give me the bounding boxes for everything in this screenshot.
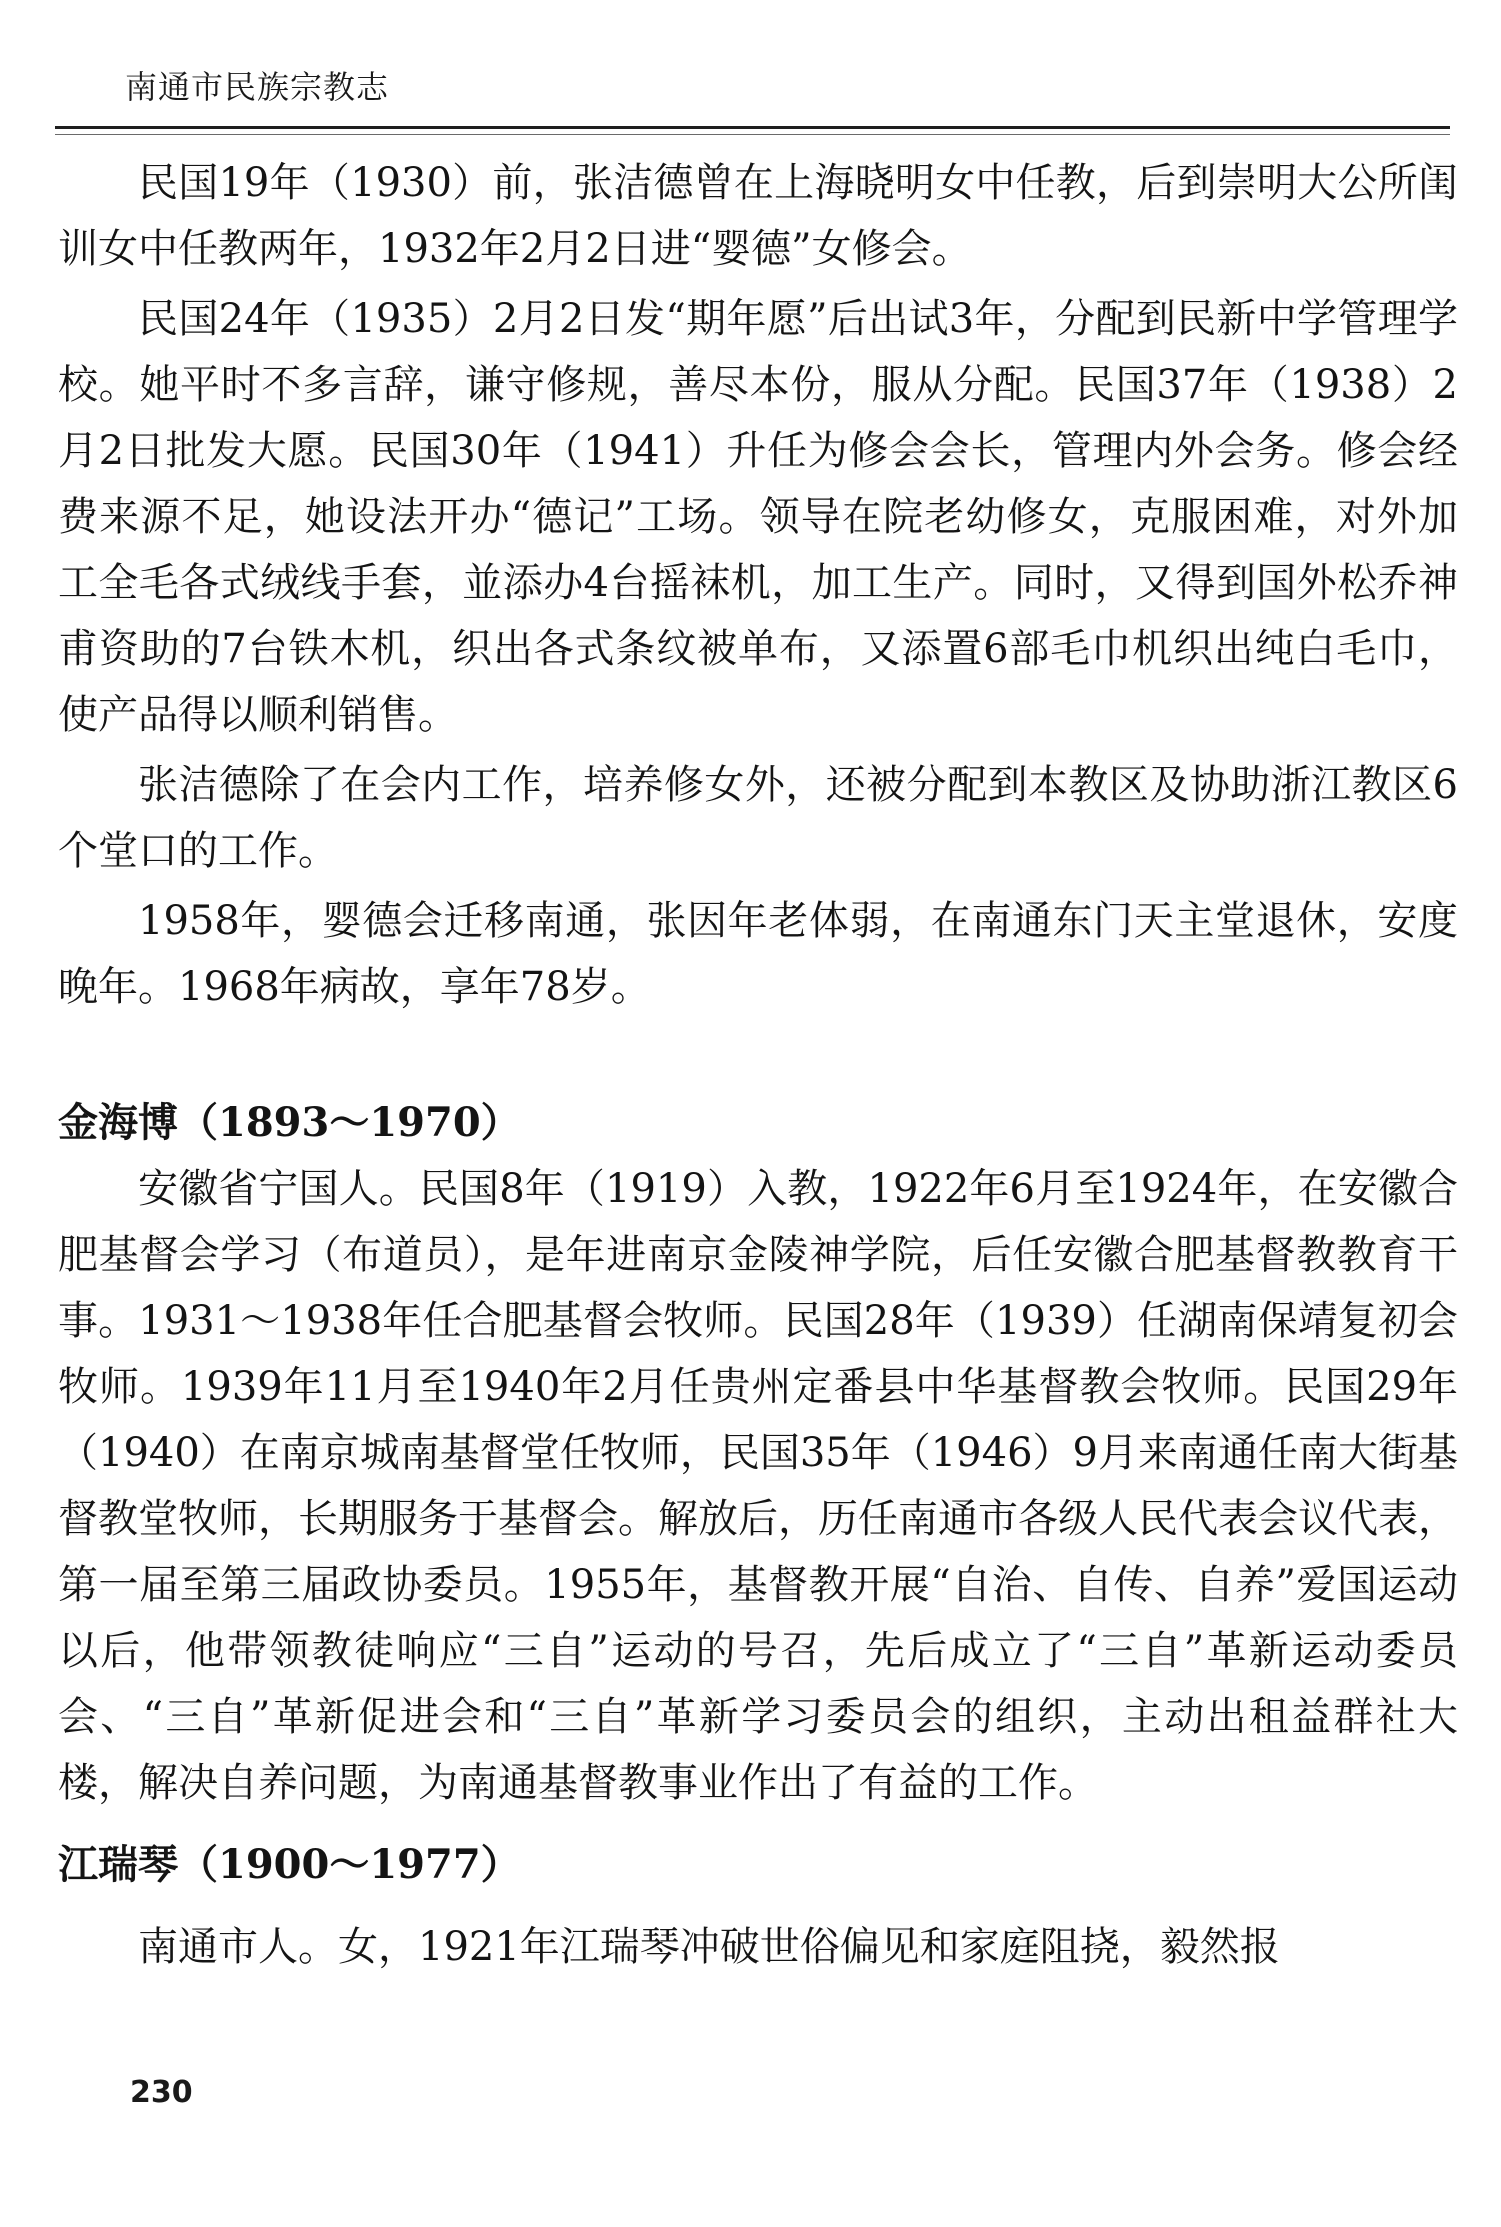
body-text — [58, 150, 1458, 1980]
paragraph-zhang-3: 张洁德除了在会内工作，培养修女外，还被分配到本教区及协助浙江教区6个堂口的工作。 — [58, 762, 1458, 874]
section-title-jiang-ruiqin: 江瑞琴（1900～1977） — [58, 1841, 521, 1888]
running-header-title: 南通市民族宗教志 — [125, 68, 390, 106]
header-rule-thin — [55, 134, 1450, 135]
section-title-jin-haibo: 金海博（1893～1970） — [58, 1099, 521, 1146]
paragraph-zhang-4: 1958年，婴德会迁移南通，张因年老体弱，在南通东门天主堂退休，安度晚年。1968年病故，享年78岁。 — [58, 898, 1458, 1010]
paragraph-zhang-1: 民国19年（1930）前，张洁德曾在上海晓明女中任教，后到崇明大公所闺训女中任教两年，1932年2月2日进“婴德”女修会。 — [58, 160, 1458, 272]
paragraph-jin-1: 安徽省宁国人。民国8年（1919）入教，1922年6月至1924年，在安徽合肥基督会学习（布道员），是年进南京金陵神学院，后任安徽合肥基督教教育干事。1931～1938年任合肥基督会牧师。民国28年（1939）任湖南保靖复初会牧师。1939年11月至1940年2月任贵州定番县中华基督教会牧师。民国29年（1940）在南京城南基督堂任牧师，民国35年（1946）9月来南通任南大街基督教堂牧师，长期服务于基督会。解放后，历任南通市各级人民代表会议代表，第一届至第三届政协委员。1955年，基督教开展“自治、自传、自养”爱国运动以后，他带领教徒响应“三自”运动的号召，先后成立了“三自”革新运动委员会、“三自”革新促进会和“三自”革新学习委员会的组织，主动出租益群社大楼，解决自养问题，为南通基督教事业作出了有益的工作。 — [58, 1166, 1458, 1806]
paragraph-zhang-2: 民国24年（1935）2月2日发“期年愿”后出试3年，分配到民新中学管理学校。她平时不多言辞，谦守修规，善尽本份，服从分配。民国37年（1938）2月2日批发大愿。民国30年（1941）升任为修会会长，管理内外会务。修会经费来源不足，她设法开办“德记”工场。领导在院老幼修女，克服困难，对外加工全毛各式绒线手套，並添办4台摇袜机，加工生产。同时，又得到国外松乔神甫资助的7台铁木机，织出各式条纹被单布，又添置6部毛巾机织出纯白毛巾，使产品得以顺利销售。 — [58, 296, 1458, 738]
header-rule — [55, 126, 1450, 129]
paragraph-jiang-1: 南通市人。女，1921年江瑞琴冲破世俗偏见和家庭阻挠，毅然报 — [138, 1924, 1280, 1970]
page-number: 230 — [130, 2075, 193, 2110]
